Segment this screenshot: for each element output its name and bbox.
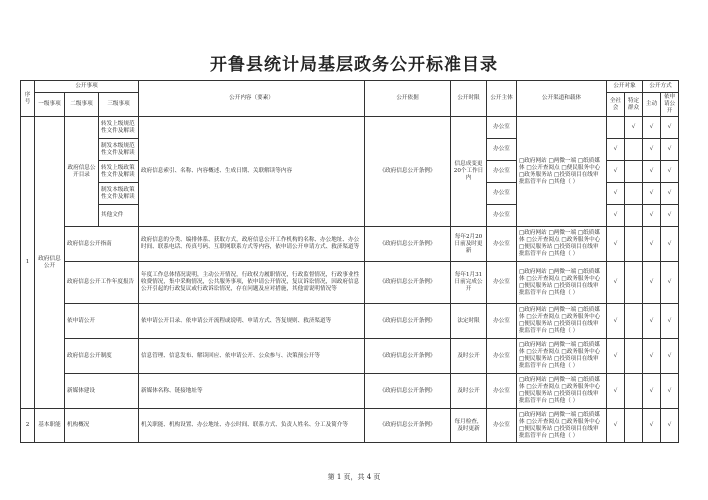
cell-channel: □政府网站 □两微一端 □纸质媒体 □公开查阅点 □政务服务中心 □便民服务站 □投资项目在线审批监管平台 □其他（ ） <box>517 374 607 409</box>
cell-level2: 政府信息公开目录 <box>65 117 99 227</box>
header-method: 公开方式 <box>643 81 679 93</box>
cell-seq: 2 <box>21 409 35 443</box>
cell-level3: 转发上级政策性文件及解读 <box>99 161 139 183</box>
cell-seq: 1 <box>21 117 35 409</box>
check-apply: √ <box>661 139 679 161</box>
header-active: 主动 <box>643 93 661 117</box>
cell-level2: 新媒体建设 <box>65 374 139 409</box>
cell-channel: □政府网站 □两微一端 □纸质媒体 □公开查阅点 □政务服务中心 □便民服务站 □投资项目在线审批监管平台 □其他（ ） <box>517 227 607 262</box>
cell-time: 每年1月31日前完成公开 <box>451 262 487 304</box>
cell-level3: 转发上级规范性文件及解读 <box>99 117 139 139</box>
cell-level3: 制发本级规范性文件及解读 <box>99 139 139 161</box>
table-row <box>21 339 679 374</box>
header-seq: 序号 <box>21 81 35 117</box>
check-active: √ <box>643 339 661 374</box>
cell-content: 依申请公开目录、依申请公开流程或说明、申请方式、答复规则、救济渠道等 <box>139 304 365 339</box>
header-level3: 三级事项 <box>99 93 139 117</box>
check-active: √ <box>643 227 661 262</box>
check-society: √ <box>607 262 625 304</box>
check-apply: √ <box>661 227 679 262</box>
cell-level2: 政府信息公开工作年度报告 <box>65 262 139 304</box>
check-apply: √ <box>661 339 679 374</box>
cell-level2: 机构概况 <box>65 409 139 443</box>
header-object: 公开对象 <box>607 81 643 93</box>
check-society: √ <box>607 304 625 339</box>
page-title: 开鲁县统计局基层政务公开标准目录 <box>210 55 498 75</box>
check-active: √ <box>643 409 661 443</box>
check-society: √ <box>607 139 625 161</box>
cell-basis: 《政府信息公开条例》 <box>365 117 451 227</box>
cell-time: 每年2月20日前及时更新 <box>451 227 487 262</box>
check-apply: √ <box>661 183 679 205</box>
cell-basis: 《政府信息公开条例》 <box>365 339 451 374</box>
cell-content: 机关职能、机构设置、办公地址、办公时间、联系方式、负责人姓名、分工及简介等 <box>139 409 365 443</box>
header-time: 公开时限 <box>451 81 487 117</box>
cell-level2: 依申请公开 <box>65 304 139 339</box>
check-apply: √ <box>661 262 679 304</box>
check-society: √ <box>607 161 625 183</box>
cell-subject: 办公室 <box>487 139 517 161</box>
cell-subject: 办公室 <box>487 117 517 139</box>
table-row <box>21 409 679 443</box>
cell-content: 新媒体名称、链接地址等 <box>139 374 365 409</box>
cell-time: 法定时限 <box>451 304 487 339</box>
check-apply: √ <box>661 161 679 183</box>
check-active: √ <box>643 183 661 205</box>
cell-subject: 办公室 <box>487 227 517 262</box>
check-society: √ <box>625 117 643 139</box>
cell-channel: □政府网站 □两微一端 □纸质媒体 □公开查阅点 □政务服务中心 □便民服务站 □投资项目在线审批监管平台 □其他（ ） <box>517 339 607 374</box>
table-row <box>21 374 679 409</box>
cell-basis: 《政府信息公开条例》 <box>365 304 451 339</box>
header-matter: 公开事项 <box>35 81 139 93</box>
check-apply: √ <box>661 409 679 443</box>
header-subject: 公开主体 <box>487 81 517 117</box>
cell-time: 及时公开 <box>451 339 487 374</box>
cell-content: 年度工作总体情况说明，主动公开情况，行政权力履职情况，行政监督情况，行政事业性收费情况，集中采购情况，公共服务事项，依申请公开情况，复议诉讼情况，因政府信息公开引起的行政复议或行政诉讼情况，存在问题及应对措施，其他需说明情况等 <box>139 262 365 304</box>
cell-basis: 《政府信息公开条例》 <box>365 227 451 262</box>
check-active: √ <box>643 139 661 161</box>
table-row <box>21 304 679 339</box>
cell-basis: 《政府信息公开条例》 <box>365 262 451 304</box>
header-society: 全社会 <box>607 93 625 117</box>
cell-time: 信息成变更20个工作日内 <box>451 117 487 227</box>
cell-basis: 《政府信息公开条例》 <box>365 409 451 443</box>
cell-level3: 制发本级政策性文件及解读 <box>99 183 139 205</box>
header-basis: 公开依据 <box>365 81 451 117</box>
check-society: √ <box>607 227 625 262</box>
check-active: √ <box>643 117 661 139</box>
cell-time: 每月检查，及时更新 <box>451 409 487 443</box>
cell-time: 及时公开 <box>451 374 487 409</box>
cell-content: 信息管理、信息发布、解读回应、依申请公开、公众参与、决策预公开等 <box>139 339 365 374</box>
cell-subject: 办公室 <box>487 262 517 304</box>
header-level1: 一级事项 <box>35 93 65 117</box>
check-society: √ <box>607 374 625 409</box>
header-channel: 公开渠道和载体 <box>517 81 607 117</box>
header-level2: 二级事项 <box>65 93 99 117</box>
check-apply: √ <box>661 117 679 139</box>
cell-content: 政府信息索引、名称、内容概述、生成日期、关联解读等内容 <box>139 117 365 227</box>
check-active: √ <box>643 262 661 304</box>
cell-channel: □政府网站 □两微一端 □纸质媒体 □公开查阅点 □政务服务中心 □便民服务站 □投资项目在线审批监管平台 □其他（ ） <box>517 262 607 304</box>
cell-subject: 办公室 <box>487 339 517 374</box>
check-society: √ <box>607 183 625 205</box>
cell-level2: 政府信息公开指南 <box>65 227 139 262</box>
cell-channel: □政府网站 □两微一端 □纸质媒体 □公开查阅点 □政务服务中心 □便民服务站 □投资项目在线审批监管平台 □其他（ ） <box>517 304 607 339</box>
cell-channel: □政府网站 □两微一端 □纸质媒体 □公开查阅点 □便民服务中心 □政务服务站 □投资项目在线审批监管平台 □其他（ ） <box>517 117 607 227</box>
page-footer: 第 1 页，共 4 页 <box>327 473 381 481</box>
cell-subject: 办公室 <box>487 183 517 205</box>
header-content: 公开内容（要素） <box>139 81 365 117</box>
check-apply: √ <box>661 374 679 409</box>
cell-basis: 《政府信息公开条例》 <box>365 374 451 409</box>
cell-level1: 政府信息公开 <box>35 117 65 409</box>
check-society: √ <box>607 339 625 374</box>
table-row <box>21 262 679 304</box>
cell-channel: □政府网站 □两微一端 □纸质媒体 □公开查阅点 □政务服务中心 □便民服务站 □投资项目在线审批监管平台 □其他（ ） <box>517 409 607 443</box>
check-active: √ <box>643 304 661 339</box>
cell-subject: 办公室 <box>487 409 517 443</box>
check-active: √ <box>643 161 661 183</box>
cell-subject: 办公室 <box>487 161 517 183</box>
check-active: √ <box>643 374 661 409</box>
table-row <box>21 227 679 262</box>
cell-subject: 办公室 <box>487 374 517 409</box>
cell-level1: 基本职能 <box>35 409 65 443</box>
header-apply: 依申请公开 <box>661 93 679 117</box>
cell-subject: 办公室 <box>487 205 517 227</box>
check-active: √ <box>643 205 661 227</box>
cell-level2: 政府信息公开制度 <box>65 339 139 374</box>
table-row <box>21 117 679 139</box>
cell-level3: 其他文件 <box>99 205 139 227</box>
check-apply: √ <box>661 205 679 227</box>
cell-content: 政府信息的分类、编排体系、获取方式，政府信息公开工作机构的名称、办公地址、办公时间、联系电话、传真号码、互联网联系方式等内容，依申请公开申请方式、救济渠道等 <box>139 227 365 262</box>
check-society: √ <box>607 205 625 227</box>
check-society: √ <box>607 409 625 443</box>
check-apply: √ <box>661 304 679 339</box>
disclosure-catalog-table <box>20 80 679 443</box>
header-specific: 特定群众 <box>625 93 643 117</box>
cell-subject: 办公室 <box>487 304 517 339</box>
